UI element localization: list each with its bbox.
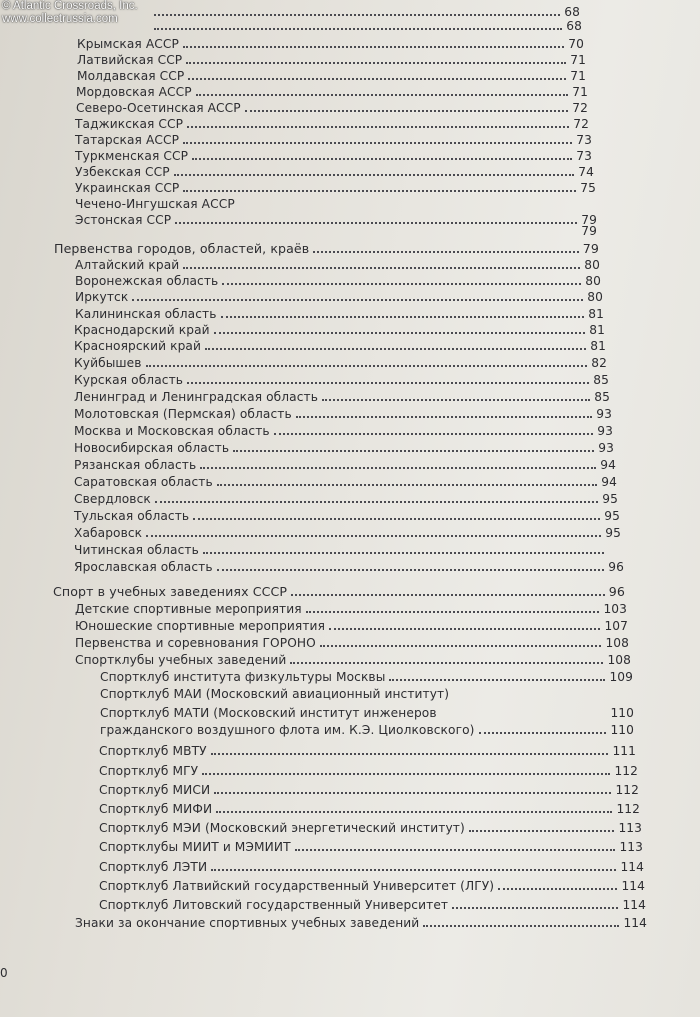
toc-entry: Иркутск 80 — [75, 290, 603, 304]
toc-entry: Читинская область — [74, 540, 622, 558]
toc-entry: Куйбышев 82 — [74, 356, 607, 370]
toc-entry: Знаки за окончание спортивных учебных заведений 114 — [75, 916, 647, 930]
toc-section: Спорт в учебных заведениях СССР 96 — [53, 584, 625, 599]
toc-section: Первенства городов, областей, краёв 79 — [54, 241, 599, 256]
toc-entry: Калининская область 81 — [75, 307, 604, 321]
toc-entry: Саратовская область 94 — [74, 475, 617, 489]
toc-entry: Воронежская область 80 — [75, 274, 601, 288]
toc-entry: Спортклуб МИСИ 112 — [99, 783, 639, 797]
toc-entry: Эстонская ССР 79 — [75, 213, 597, 227]
toc-entry: Юношеские спортивные мероприятия 107 — [75, 619, 628, 633]
toc-entry: Молдавская ССР 71 — [77, 69, 586, 83]
toc-entry: Красноярский край 81 — [74, 339, 606, 353]
toc-entry: Татарская АССР 73 — [75, 133, 592, 147]
toc-entry: гражданского воздушного флота им. К.Э. Циолковского) 110 — [100, 723, 634, 737]
toc-entry: Тульская область 95 — [74, 509, 620, 523]
toc-entry: Крымская АССР 70 — [77, 37, 584, 51]
toc-entry: Алтайский край 80 — [75, 258, 600, 272]
toc-entry: Чечено-Ингушская АССР — [75, 197, 235, 211]
toc-entry: Хабаровск 95 — [74, 526, 621, 540]
toc-entry: Спортклуб МЭИ (Московский энергетический институт) 113 — [99, 821, 642, 835]
toc-entry: Спортклубы учебных заведений 108 — [75, 653, 631, 667]
toc-entry: Спортклуб Литовский государственный Университет 114 — [99, 898, 646, 912]
toc-entry: Спортклуб Латвийский государственный Университет (ЛГУ) 114 — [99, 879, 645, 893]
watermark-line-1: © Atlantic Crossroads, Inc. — [2, 0, 138, 12]
toc-entry: Свердловск 95 — [74, 492, 618, 506]
toc-entry: Первенства и соревнования ГОРОНО 108 — [75, 636, 629, 650]
toc-entry: Спортклубы МИИТ и МЭМИИТ 113 — [99, 840, 643, 854]
watermark — [2, 0, 138, 26]
toc-entry: Мордовская АССР 71 — [76, 85, 588, 99]
toc-entry: Спортклуб МВТУ 111 — [99, 744, 636, 758]
toc-entry: Узбекская ССР 74 — [75, 165, 594, 179]
toc-entry: Спортклуб МИФИ 112 — [99, 802, 640, 816]
toc-entry: Латвийская ССР 71 — [77, 53, 586, 67]
toc-entry: Спортклуб МАТИ (Московский институт инженеров 110 — [100, 706, 634, 720]
watermark-line-2: www.collectrussia.com — [2, 13, 118, 25]
toc-entry: Краснодарский край 81 — [74, 323, 605, 337]
toc-entry: Курская область 85 — [74, 373, 609, 387]
toc-entry: Москва и Московская область 93 — [74, 424, 613, 438]
toc-entry: Украинская ССР 75 — [75, 181, 596, 195]
page-number-fragment: 0 — [0, 966, 8, 980]
toc-entry: Таджикская ССР 72 — [75, 117, 589, 131]
toc-entry: Новосибирская область 93 — [74, 441, 614, 455]
toc-entry: 68 — [150, 2, 580, 20]
toc-entry: Рязанская область 94 — [74, 458, 616, 472]
toc-entry: Туркменская ССР 73 — [75, 149, 592, 163]
toc-entry: Северо-Осетинская АССР 72 — [76, 101, 588, 115]
toc-entry: Спортклуб МАИ (Московский авиационный институт) — [100, 687, 450, 701]
toc-entry: Ярославская область 96 — [74, 560, 624, 574]
toc-entry: Спортклуб МГУ 112 — [99, 764, 638, 778]
toc-entry: Спортклуб института физкультуры Москвы 109 — [100, 670, 633, 684]
toc-entry: Молотовская (Пермская) область 93 — [74, 407, 612, 421]
toc-entry: Спортклуб ЛЭТИ 114 — [99, 860, 644, 874]
toc-entry: 79 — [581, 224, 597, 238]
toc-entry: Ленинград и Ленинградская область 85 — [74, 390, 610, 404]
toc-entry: 68 — [150, 16, 582, 34]
toc-entry: Детские спортивные мероприятия 103 — [75, 602, 627, 616]
